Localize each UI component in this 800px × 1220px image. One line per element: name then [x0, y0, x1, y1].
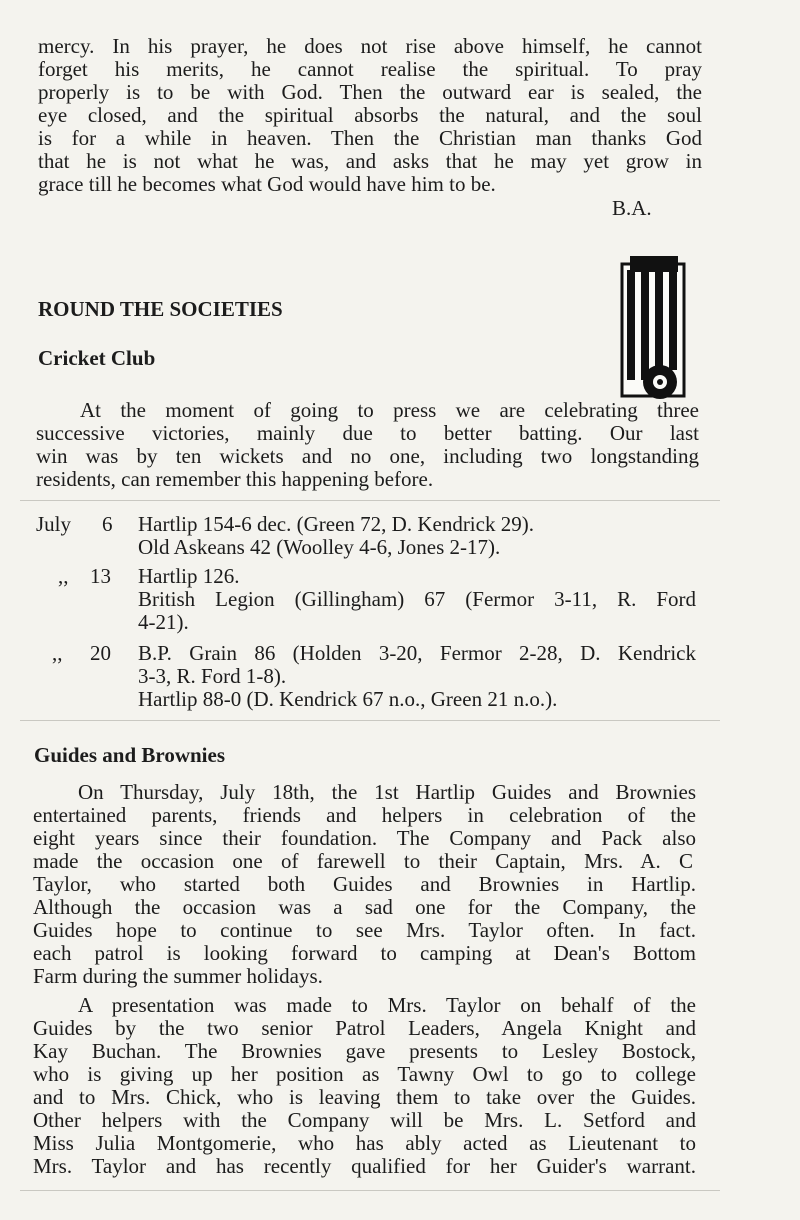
fixture-result: 3-3, R. Ford 1-8).: [138, 664, 287, 688]
fixture-day: 20: [90, 641, 111, 665]
text-line: Miss Julia Montgomerie, who has ably acted as Lieutenant to: [33, 1131, 696, 1155]
text-line: Other helpers with the Company will be Mrs. L. Setford and: [33, 1108, 696, 1132]
section-heading: ROUND THE SOCIETIES: [38, 297, 283, 321]
fixture-result: Old Askeans 42 (Woolley 4-6, Jones 2-17).: [138, 535, 501, 559]
text-line: On Thursday, July 18th, the 1st Hartlip Guides and Brownies: [78, 780, 696, 804]
guides-heading: Guides and Brownies: [34, 743, 225, 767]
text-line: Taylor, who started both Guides and Brownies in Hartlip.: [33, 872, 696, 896]
text-line: is for a while in heaven. Then the Christian man thanks God: [38, 126, 702, 150]
text-line: grace till he becomes what God would have him to be.: [38, 172, 496, 196]
text-line: Guides by the two senior Patrol Leaders, Angela Knight and: [33, 1016, 696, 1040]
fixture-month: ,,: [58, 564, 69, 588]
fixture-day: 6: [102, 512, 113, 536]
text-line: who is giving up her position as Tawny Owl to go to college: [33, 1062, 696, 1086]
text-line: that he is not what he was, and asks that he may yet grow in: [38, 149, 702, 173]
text-line: Mrs. Taylor and has recently qualified for her Guider's warrant.: [33, 1154, 696, 1178]
cricket-heading: Cricket Club: [38, 346, 156, 370]
text-line: entertained parents, friends and helpers in celebration of the: [33, 803, 696, 827]
text-line: A presentation was made to Mrs. Taylor on behalf of the: [78, 993, 696, 1017]
text-line: properly is to be with God. Then the outward ear is sealed, the: [38, 80, 702, 104]
fixture-month: ,,: [52, 641, 63, 665]
text-line: successive victories, mainly due to better batting. Our last: [36, 421, 699, 445]
text-line: Although the occasion was a sad one for the Company, the: [33, 895, 696, 919]
divider: [20, 500, 720, 501]
text-line: mercy. In his prayer, he does not rise above himself, he cannot: [38, 34, 702, 58]
text-line: Guides hope to continue to see Mrs. Taylor often. In fact.: [33, 918, 696, 942]
text-line: Kay Buchan. The Brownies gave presents to Lesley Bostock,: [33, 1039, 696, 1063]
divider: [20, 1190, 720, 1191]
text-line: win was by ten wickets and no one, including two longstanding: [36, 444, 699, 468]
text-line: eight years since their foundation. The Company and Pack also: [33, 826, 696, 850]
fixture-result: 4-21).: [138, 610, 189, 634]
fixture-result: British Legion (Gillingham) 67 (Fermor 3-11, R. Ford: [138, 587, 696, 611]
cricket-bat-icon: [620, 256, 688, 402]
fixture-result: Hartlip 154-6 dec. (Green 72, D. Kendrick 29).: [138, 512, 534, 536]
text-line: eye closed, and the spiritual absorbs the natural, and the soul: [38, 103, 702, 127]
text-line: each patrol is looking forward to camping at Dean's Bottom: [33, 941, 696, 965]
text-line: Farm during the summer holidays.: [33, 964, 323, 988]
fixture-result: Hartlip 126.: [138, 564, 240, 588]
text-line: At the moment of going to press we are celebrating three: [80, 398, 699, 422]
fixture-result: B.P. Grain 86 (Holden 3-20, Fermor 2-28, D. Kendrick: [138, 641, 696, 665]
fixture-day: 13: [90, 564, 111, 588]
text-line: made the occasion one of farewell to their Captain, Mrs. A. C: [33, 849, 693, 873]
signature: B.A.: [612, 196, 652, 220]
text-line: forget his merits, he cannot realise the spiritual. To pray: [38, 57, 702, 81]
text-line: residents, can remember this happening before.: [36, 467, 434, 491]
divider: [20, 720, 720, 721]
text-line: and to Mrs. Chick, who is leaving them to take over the Guides.: [33, 1085, 696, 1109]
fixture-result: Hartlip 88-0 (D. Kendrick 67 n.o., Green 21 n.o.).: [138, 687, 558, 711]
fixture-month: July: [36, 512, 72, 536]
